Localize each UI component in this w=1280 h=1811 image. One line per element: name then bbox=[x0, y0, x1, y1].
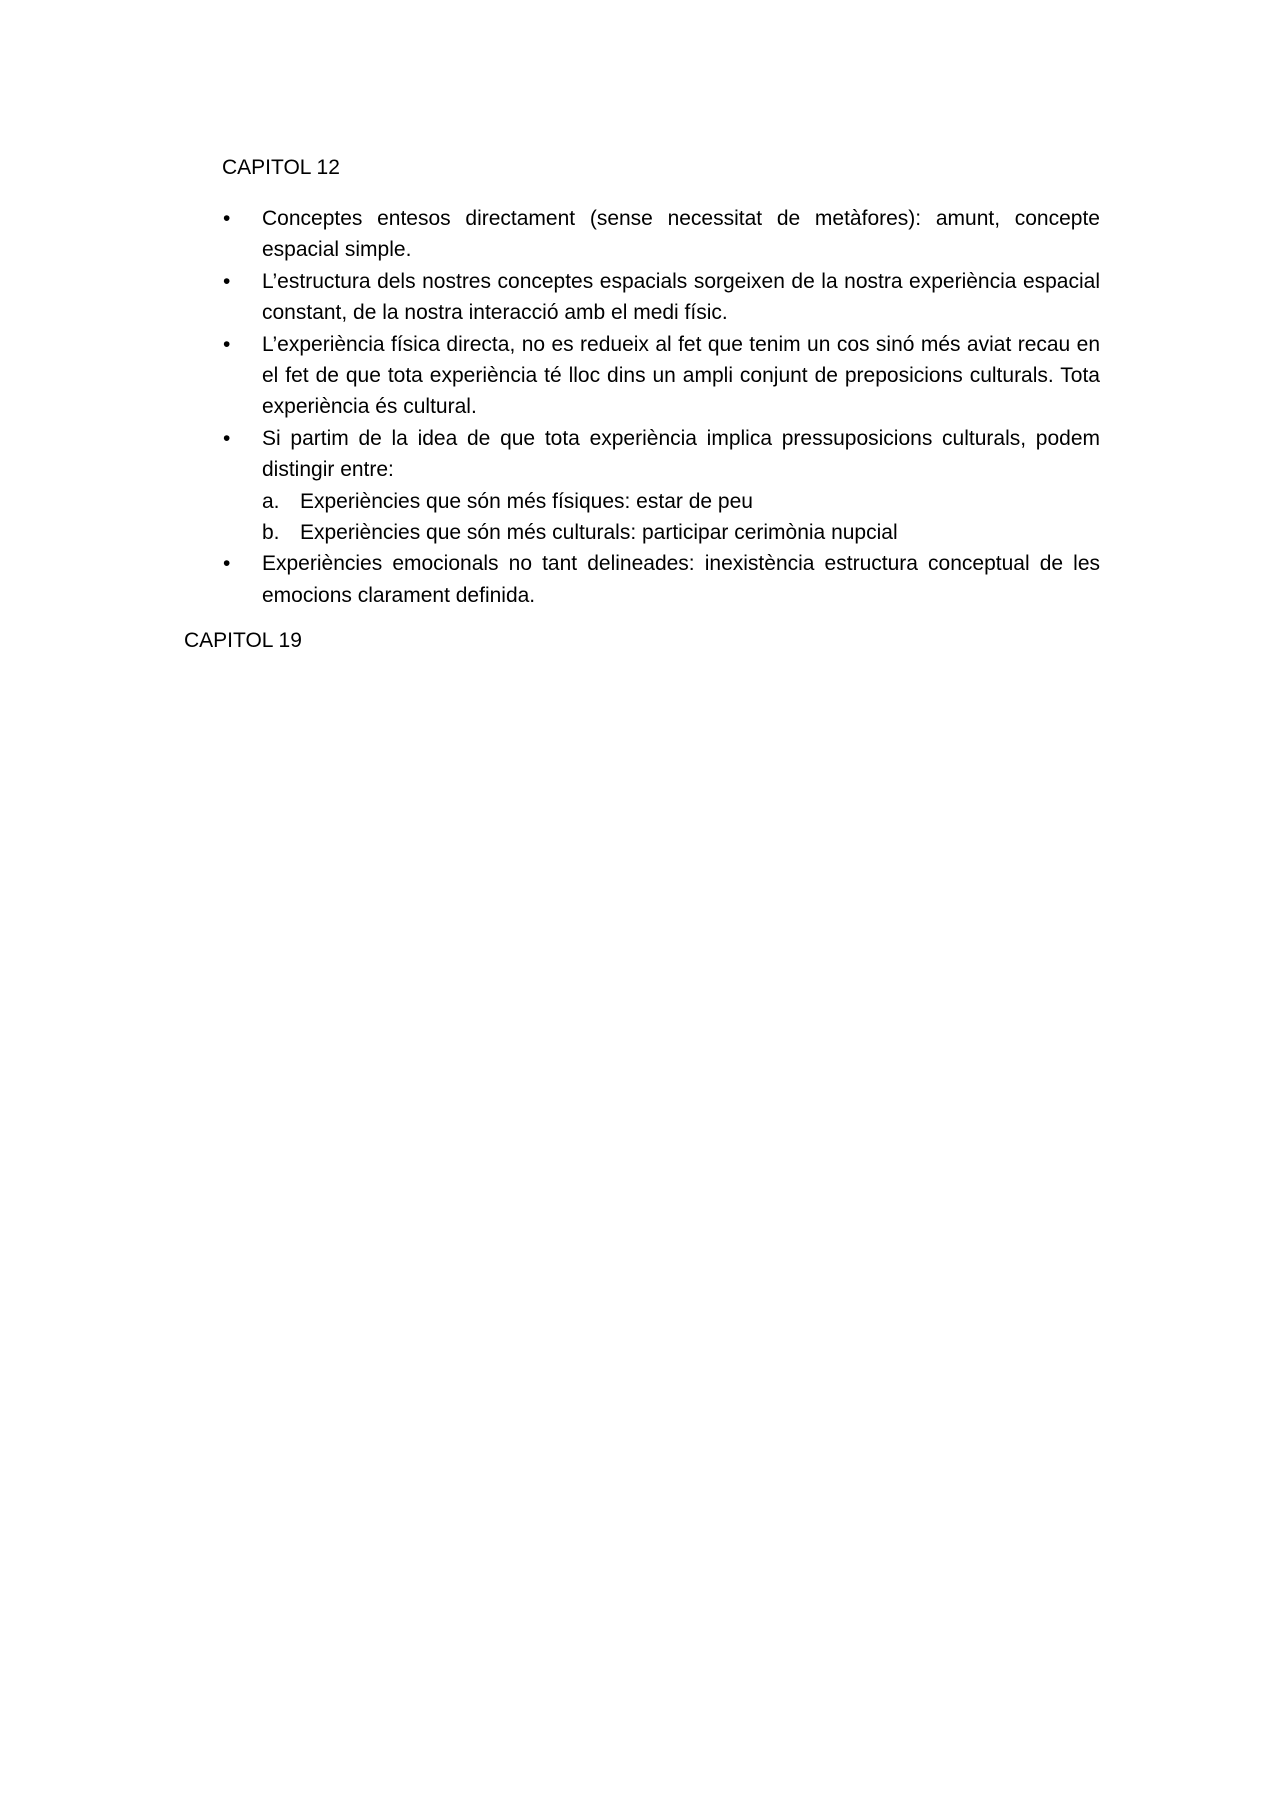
bullet-dot-icon: • bbox=[223, 332, 231, 356]
bullet-text: Experiències emocionals no tant delineades: inexistència estructura conceptual de les emocions clarament definida. bbox=[262, 552, 1100, 607]
bullet-text: L’estructura dels nostres conceptes espacials sorgeixen de la nostra experiència espacial constant, de la nostra interacció amb el medi físic. bbox=[262, 269, 1100, 325]
bullet-text: Conceptes entesos directament (sense necessitat de metàfores): amunt, concepte espacial simple. bbox=[262, 207, 1100, 262]
bullet-item bbox=[222, 329, 1100, 423]
sub-list-text: Experiències que són més culturals: participar cerimònia nupcial bbox=[300, 521, 898, 545]
bullet-dot-icon: • bbox=[223, 207, 231, 230]
sub-list-item bbox=[262, 517, 1100, 548]
sub-list bbox=[262, 486, 1100, 549]
bullet-item bbox=[222, 203, 1100, 266]
bullet-text: L’experiència física directa, no es redueix al fet que tenim un cos sinó més aviat recau en el fet de que tota experiència té lloc dins un ampli conjunt de preposicions culturals. Tota experiència és cultural. bbox=[262, 332, 1100, 419]
sub-list-item bbox=[262, 486, 1100, 517]
bullet-dot-icon: • bbox=[223, 552, 231, 576]
sub-list-marker: b. bbox=[262, 521, 280, 545]
bullet-item bbox=[222, 423, 1100, 549]
sub-list-marker: a. bbox=[262, 489, 280, 513]
chapter-12-bullet-list bbox=[222, 203, 1100, 611]
bullet-dot-icon: • bbox=[223, 426, 231, 450]
bullet-item bbox=[222, 266, 1100, 329]
chapter-12-heading: CAPITOL 12 bbox=[222, 156, 340, 179]
bullet-text: Si partim de la idea de que tota experiència implica pressuposicions culturals, podem distingir entre: bbox=[262, 426, 1100, 482]
chapter-19-heading: CAPITOL 19 bbox=[184, 629, 302, 652]
sub-list-text: Experiències que són més físiques: estar de peu bbox=[300, 489, 753, 513]
bullet-dot-icon: • bbox=[223, 269, 231, 293]
bullet-item bbox=[222, 548, 1100, 611]
